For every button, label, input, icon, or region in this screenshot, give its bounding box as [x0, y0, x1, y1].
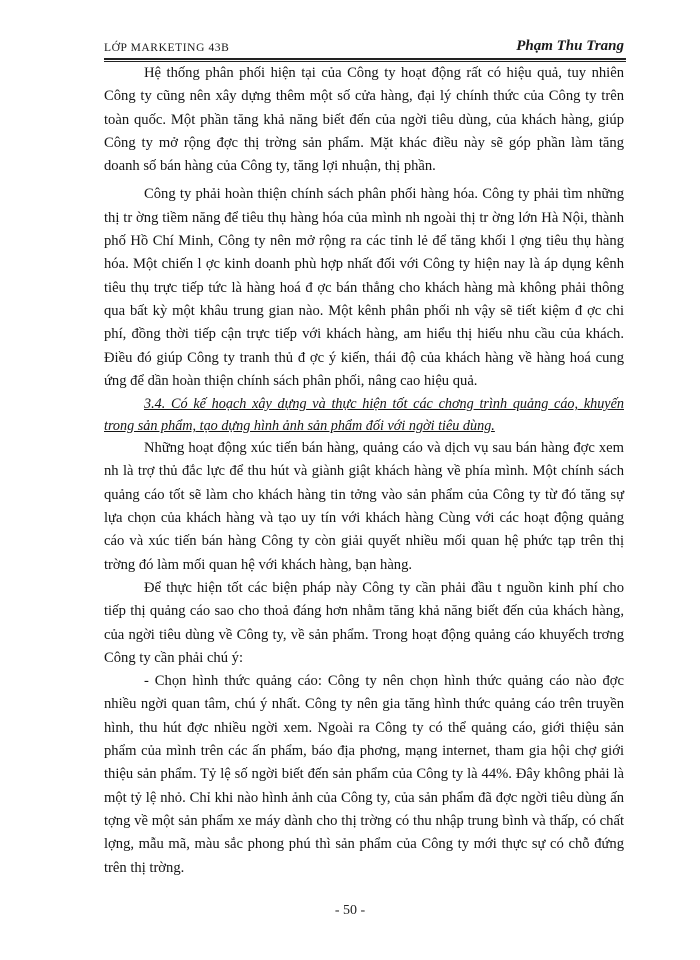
paragraph-promotion-activities: Những hoạt động xúc tiến bán hàng, quảng cáo và dịch vụ sau bán hàng đợc xem nh là trợ thủ đắc lực để thu hút và giành giật khách hàng về phía mình. Một chính sách quảng cáo tốt sẽ làm cho khách hàng tin tởng vào sản phẩm của Công ty từ đó tăng sự lựa chọn của khách hàng và tạo uy tín với khách hàng Cùng với các hoạt động quảng cáo và xúc tiến bán hàng Công ty còn giải quyết nhiều mối quan hệ phức tạp trên thị trờng đó làm mối quan hệ với khách hàng, bạn hàng.: [104, 440, 624, 573]
author-name-label: Phạm Thu Trang: [516, 38, 624, 54]
page-header: [104, 38, 626, 60]
paragraph-advertising-investment: Để thực hiện tốt các biện pháp này Công ty cần phải đầu t nguồn kinh phí cho tiếp thị quảng cáo sao cho thoả đáng hơn nhằm tăng khả năng biết đến của khách hàng, của ngời tiêu dùng về Công ty, về sản phẩm. Trong hoạt động quảng cáo khuyếch trơng Công ty cần phải chú ý:: [104, 579, 624, 666]
bullet-advertising-format: - Chọn hình thức quảng cáo: Công ty nên chọn hình thức quảng cáo nào đợc nhiều ngời quan tâm, chú ý nhất. Công ty nên gia tăng hình thức quảng cáo trên truyền hình, thu hút đợc nhiều ngời xem. Ngoài ra Công ty có thể quảng cáo, giới thiệu sản phẩm của mình trên các ấn phẩm, báo địa phơng, mạng internet, tham gia hội chợ giới thiệu sản phẩm. Tỷ lệ số ngời biết đến sản phẩm của Công ty là 44%. Đây không phải là một tỷ lệ nhỏ. Chỉ khi nào hình ảnh của Công ty, của sản phẩm đã đợc ngời tiêu dùng ấn tợng về một sản phẩm xe máy dành cho thị trờng có thu nhập trung bình và thấp, có chất lợng, mẫu mã, màu sắc phong phú thì sản phẩm của Công ty mới thực sự có chỗ đứng trên thị trờng.: [104, 673, 624, 876]
class-name-label: LỚP MARKETING 43B: [104, 42, 230, 54]
document-body: [104, 62, 624, 880]
page-number: - 50 -: [334, 903, 366, 918]
section-heading-3-4: 3.4. Có kế hoạch xây dựng và thực hiện tốt các chơng trình quảng cáo, khuyến trong sản phẩm, tạo dựng hình ảnh sản phẩm đối với ngời tiêu dùng.: [104, 396, 624, 435]
paragraph-distribution-policy: Công ty phải hoàn thiện chính sách phân phối hàng hóa. Công ty phải tìm những thị tr ờng tiềm năng để tiêu thụ hàng hóa của mình nh ngoài thị tr ờng lớn Hà Nội, thành phố Hồ Chí Minh, Công ty nên mở rộng ra các tỉnh lẻ để tăng khối l ợng tiêu thụ hàng hóa. Một chiến l ợc kinh doanh phù hợp nhất đối với Công ty hiện nay là áp dụng kênh tiêu thụ trực tiếp tức là hàng hoá đ ợc bán thẳng cho khách hàng mà không phải thông qua bất kỳ một khâu trung gian nào. Một kênh phân phối nh vậy sẽ tiết kiệm đ ợc chi phí, đồng thời tiếp cận trực tiếp với khách hàng, am hiểu thị hiếu nhu cầu của khách. Điều đó giúp Công ty tranh thủ đ ợc ý kiến, thái độ của khách hàng về hàng hoá cung ứng để dần hoàn thiện chính sách phân phối, nâng cao hiệu quả.: [104, 186, 624, 389]
paragraph-distribution-system: Hệ thống phân phối hiện tại của Công ty hoạt động rất có hiệu quả, tuy nhiên Công ty cũng nên xây dựng thêm một số cửa hàng, đại lý chính thức của Công ty trên toàn quốc. Một phần tăng khả năng biết đến của ngời tiêu dùng, của khách hàng, giúp Công ty mở rộng đợc thị trờng sản phẩm. Mặt khác điều này sẽ góp phần làm tăng doanh số bán hàng của Công ty, tăng lợi nhuận, thị phần.: [104, 65, 624, 175]
